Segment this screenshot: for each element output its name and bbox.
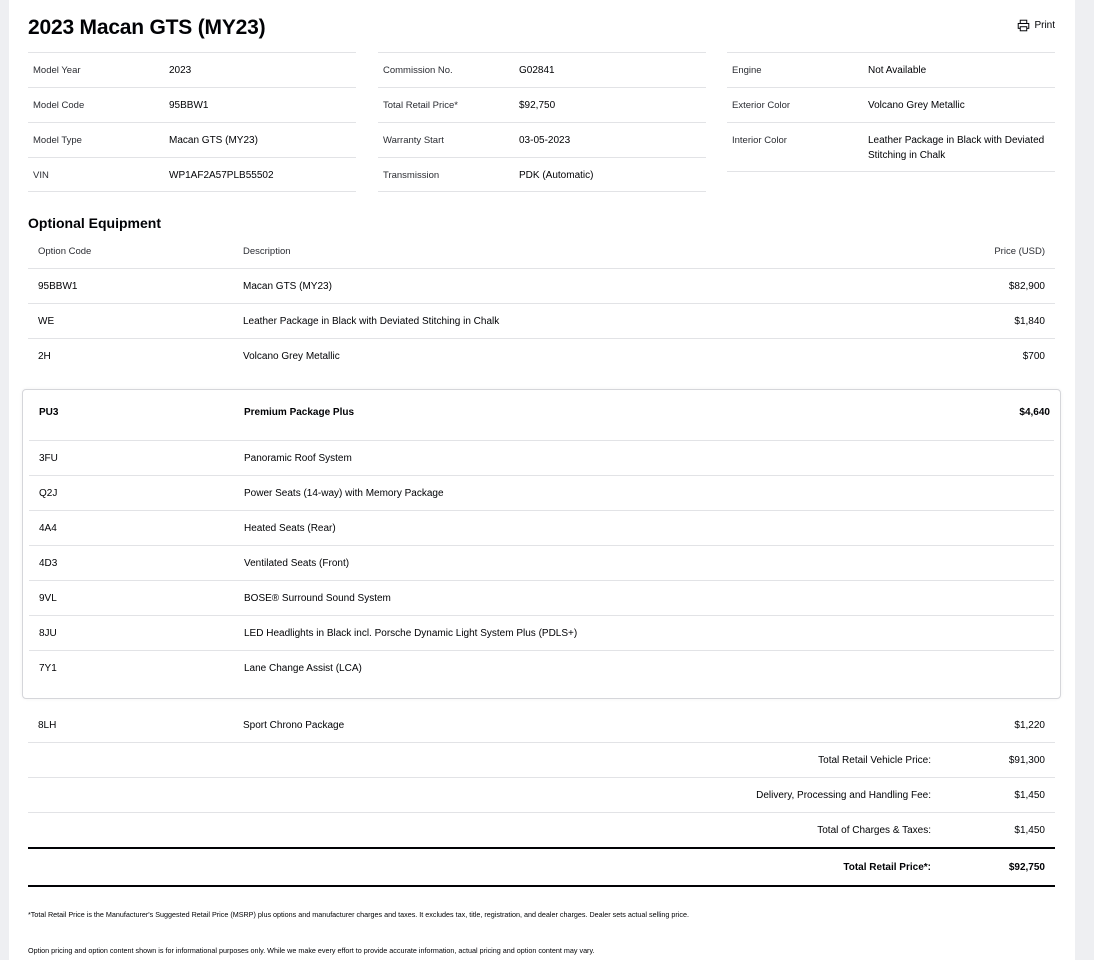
footnote-msrp: *Total Retail Price is the Manufacturer's Suggested Retail Price (MSRP) plus options and manufacturer charges and taxes. It excludes tax, title, registration, and dealer charges. Dealer sets actual selling price. [28,910,689,919]
footnote-disclaimer: Option pricing and option content shown is for informational purposes only. While we make every effort to provide accurate information, actual pricing and option content may vary. [28,946,595,955]
printer-icon [1017,19,1030,32]
table-row: 2H Volcano Grey Metallic $700 [38,351,1045,362]
spec-column-colors [727,52,1055,172]
print-label: Print [1034,20,1055,31]
package-item-row: 3FU Panoramic Roof System [29,441,1054,476]
column-header-code: Option Code [38,246,92,257]
spec-row-interior-color: Interior Color Leather Package in Black with Deviated Stitching in Chalk [727,122,1055,172]
optional-equipment-heading: Optional Equipment [28,215,161,231]
package-item-row: Q2J Power Seats (14-way) with Memory Package [29,476,1054,511]
column-header-price: Price (USD) [994,246,1045,257]
table-row: 8LH Sport Chrono Package $1,220 [28,708,1055,743]
totals-section [28,708,1055,848]
table-row: 95BBW1 Macan GTS (MY23) $82,900 [28,269,1055,304]
package-item-row: 9VL BOSE® Surround Sound System [29,581,1054,616]
package-header-row: PU3 Premium Package Plus $4,640 [29,390,1054,441]
spec-row-engine: Engine Not Available [727,52,1055,87]
package-item-row: 4D3 Ventilated Seats (Front) [29,546,1054,581]
spec-row-total-retail-price: Total Retail Price* $92,750 [378,87,706,122]
premium-package-plus-group [22,389,1061,699]
spec-row-model-type: Model Type Macan GTS (MY23) [28,122,356,157]
spec-row-vin: VIN WP1AF2A57PLB55502 [28,157,356,192]
charges-taxes-row: Total of Charges & Taxes: $1,450 [817,825,1045,836]
spec-row-exterior-color: Exterior Color Volcano Grey Metallic [727,87,1055,122]
spec-row-model-year: Model Year 2023 [28,52,356,87]
package-item-row: 8JU LED Headlights in Black incl. Porsche Dynamic Light System Plus (PDLS+) [29,616,1054,651]
spec-row-model-code: Model Code 95BBW1 [28,87,356,122]
table-row: WE Leather Package in Black with Deviated Stitching in Chalk $1,840 [28,304,1055,339]
package-item-row: 7Y1 Lane Change Assist (LCA) [39,663,362,674]
spec-row-commission-no: Commission No. G02841 [378,52,706,87]
window-sticker-page [9,0,1075,960]
optional-equipment-table [28,234,1055,374]
spec-row-transmission: Transmission PDK (Automatic) [378,157,706,192]
total-vehicle-price-row: Total Retail Vehicle Price: $91,300 [28,743,1055,778]
grand-total-row: Total Retail Price*: $92,750 [28,847,1055,887]
page-title: 2023 Macan GTS (MY23) [28,16,266,39]
spec-row-warranty-start: Warranty Start 03-05-2023 [378,122,706,157]
spec-column-commission [378,52,706,192]
spec-column-model [28,52,356,192]
package-item-row: 4A4 Heated Seats (Rear) [29,511,1054,546]
delivery-fee-row: Delivery, Processing and Handling Fee: $1,450 [28,778,1055,813]
print-button[interactable] [1017,19,1055,32]
column-header-description: Description [243,246,291,257]
table-header [28,234,1055,269]
